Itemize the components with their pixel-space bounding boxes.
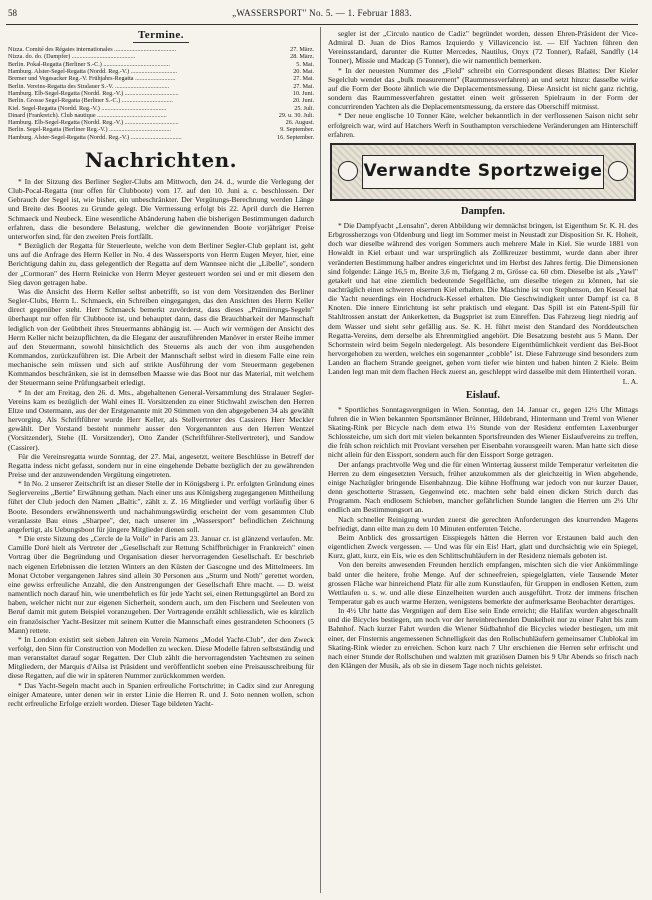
termine-row: [8, 90, 314, 97]
dampfen-body: [328, 221, 638, 377]
termine-event: Berlin. Pokal-Regatta (Berliner S.-C.) ...........................................: [8, 60, 170, 68]
nachrichten-body: [8, 177, 314, 708]
paragraph: Nach schneller Reinigung wurden zuerst die gerechten Anforderungen des knurrenden Magens befriedigt, dann eilte man zu dem 10 Minuten entfernten Teiche.: [328, 514, 638, 533]
termine-row: [8, 61, 314, 68]
paragraph: * Das Yacht-Segeln macht auch in Spanien erfreuliche Fortschritte; in Cadix sind zur Anregung einiger Amateure, unter denen wir in erster Linie die Herren R. und J. Soto nennen wollen, schon recht erfreuliche Erfolge erzielt worden. Dieser Tage bildeten Yacht-: [8, 680, 314, 708]
termine-date: 26. August.: [285, 119, 314, 127]
page-number: 58: [8, 8, 17, 18]
termine-event: Hamburg. Elb-Segel-Regatta (Nordd. Reg.-V.) ...................................: [8, 119, 179, 127]
termine-date: 16. September.: [277, 133, 314, 141]
nachrichten-heading: Nachrichten.: [84, 148, 238, 173]
paragraph: * Die erste Sitzung des „Cercle de la Voile" in Paris am 23. Januar cr. ist glänzend verlaufen. Mr. Camille Doré hielt als Vertreter der „Gesellschaft zur Rettung Schiffbrüchiger in Frankreich" einen Vortrag über die Begründung und Organisation dieser hervorragenden Gesellschaft. Er beschrieb nach eigenen Erlebnissen die letzten Winters an den Küsten der Gascogne und des Mittelmeers. Im Monat October vergangenen Jahres sind allein 30 Personen aus „Sturm und Noth" gerettet worden, eine gewiss erfreuliche Anzahl, die den Anstrengungen der Gesellschaft Ehre macht. — D. weist namentlich noch darauf hin, wie unentbehrlich es für jede Yacht sei, einen Rettungsgürtel an Bord zu haben, welcher nicht nur zur eigenen Sicherheit, sondern auch, um den Fischern und Seeleuten von Beruf damit mit gutem Beispiel voranzugehen. Der Vortragende erzählt schliesslich, wie es kürzlich ein französischer Yacht-Besitzer mit seinem Kutter die Mannschaft eines gestrandeten Schooners (5 Mann) rettete.: [8, 534, 314, 635]
termine-date: 20. Mai.: [293, 68, 314, 76]
termine-date: 27. Mai.: [293, 82, 314, 90]
termine-row: [8, 46, 314, 53]
paragraph: * In London existirt seit sieben Jahren ein Verein Namens „Model Yacht-Club", der den Zweck verfolgt, den Sinn für Construction von Modellen zu wecken. Diese Modelle fahren selbstständig und man veranstaltet darauf sogar Regatten. Der Club zählt die hervorragendsten Yachtsmen zu seinen Mitgliedern, der Marquis d'Ailsa ist Präsident und veröffentlicht soeben eine Preisausschreibung für diese Regatten, auf die wir in späteren Nummer zurückkommen werden.: [8, 634, 314, 681]
right-top-body: [328, 29, 638, 139]
paragraph: * In der am Freitag, den 26. d. Mts., abgehaltenen General-Versammlung des Stralauer Segler-Vereins kam es bezüglich der Wahl eines II. Vorsitzenden zu einer Stichwahl zwischen den Herren Eltze und Ostermann, aus der der Erstgenannte mit 20 Stimmen von den abgegebenen 34 als gewählt hervorging. Als Schriftführer wurde Herr Keller, als Stellvertreter des Cassirers Herr Meckler gewählt. Der Vorstand besteht nunmehr ausser den Vorgenannten aus den Herren Wentzel (Vorsitzender), Stehe (II. Vorsitzender), Otto Zander (Schriftführer-Stellvertreter), und Sandow (Cassirer).: [8, 387, 314, 452]
banner-title: Verwandte Sportzweige: [363, 161, 603, 182]
paragraph: * In No. 2 unserer Zeitschrift ist an dieser Stelle der in Königsberg i. Pr. erfolgten Gründung eines Seglervereins „Bertie" Erwähnung gethan. Nach einer uns aus Königsberg zugegangenen Mittheilung führt der Club jedoch den Namen „Baltic", zählt z. Z. 16 Mitglieder und verfügt vorläufig über 6 Boote. Besonders erwähnenswerth und nachahmungswürdig erscheint der vom gesammten Club veranlasste Bau eines „Sharpee", der, nach unserer im „Wassersport" befindlichen Zeichnung angefertigt, als Uebungsboot für jüngere Mitglieder dienen soll.: [8, 479, 314, 534]
termine-event: Bremer und Vegesacker Reg.-V. Frühjahrs-Regatta ..........................: [8, 75, 176, 83]
right-column: [328, 29, 638, 893]
page-header: [8, 8, 636, 22]
termine-event: Berlin. Grosse Segel-Regatta (Berliner S.-C.) .................................: [8, 97, 173, 105]
termine-heading: Termine.: [137, 29, 185, 41]
termine-event: Kiel. Segel-Regatta (Nordd. Reg.-V.) ..........................................: [8, 104, 167, 112]
termine-event: Berlin. Segel-Regatta (Berliner Reg.-V.) ........................................: [8, 126, 171, 134]
termine-row: [8, 134, 314, 141]
termine-date: 25. Juli.: [294, 104, 314, 112]
termine-row: [8, 97, 314, 104]
termine-row: [8, 126, 314, 133]
termine-row: [8, 105, 314, 112]
paragraph: Beim Anblick des grossartigen Eisspiegels hätten die Herren vor Erstaunen bald auch den eigentlichen Zweck vergessen. — Und was für ein Eis! Hart, glatt und durchsichtig wie ein Spiegel, Kurz, glatt, kurz, ein Eis, wie es den Schlittschuhläufern in der Residenz niemals geboten ist.: [328, 532, 638, 561]
termine-date: 28. März.: [290, 53, 314, 61]
column-separator: [320, 27, 321, 893]
paragraph: * Der neue englische 10 Tonner Käte, welcher bekanntlich in der verflossenen Saison nicht sehr erfolgreich war, wird auf Hatchers Werft in Southampton verschiedene Veränderungen am Hinterschiff erfahren.: [328, 111, 638, 139]
termine-event: Berlin. Vereins-Regatta des Stralauer S.-V. ...................................: [8, 82, 170, 90]
paragraph: * In der Sitzung des Berliner Segler-Clubs am Mittwoch, den 24. d., wurde die Verlegung der Club-Pocal-Regatta (nur offen für Clubboote) vom 17. auf den 10. Juni a. c. beschlossen. Der Gebrauch der Segel ist, wie bisher, ein unbeschränkter. Der Vergütungs-Berechnung werden Länge und Breite des Bootes zu Grunde gelegt. Die Vermessung erfolgt bis 22. April durch die Herren Schmaeck und Neubeck. Eine wesentliche Abänderung haben die bisherigen Bestimmungen dadurch erfahren, dass die besondere Belastung, welcher die gewinnenden Boote vorjähriger Preise unterworfen sind, für den zweiten Preis fortfällt.: [8, 177, 314, 241]
paragraph: segler ist der „Circulo nautico de Cadiz" begründet worden, dessen Ehren-Präsident der Vice-Admiral D. Juan de Dios Ramos Izquierdo y Villavicencio ist. — Elf Yachten führen den Vereinsstandard, darunter die Kutter Mercedes, Nautilus, Onyx (72 Tonner), Rafaël, Sandfly (14 Tonner), Missie und Madcap (5 Tonner), die wir namentlich bemerken.: [328, 29, 638, 66]
termine-date: 27. März.: [290, 46, 314, 54]
paragraph: Der anfangs prachtvolle Weg und die für einen Wintertag äusserst milde Temperatur verleiteten die Herren zu dem eingesetzten Versuch, früher anzukommen als der gleichzeitig in Wien abgehende, einige Nachzügler bringende Eisenbahnzug. Die kühne Hoffnung war jedoch von nur kurzer Dauer, denn geschotterte Strassen, Gegenwind etc. machten sehr bald einen dicken Strich durch das Programm. Nach endlosem Schieben, mancher gefährlichen Stunde langten die Herren um 2½ Uhr endlich am Bestimmungsort an.: [328, 459, 638, 515]
paragraph: Von den bereits anwesenden Freunden herzlich empfangen, mischten sich die vier Ankömmlinge bald unter die heitere, frohe Menge. Auf der schneefreien, spiegelglatten, viele Tausende Meter grossen Fläche war hinreichend Platz für alle zum Kunstlaufen, für Gruppen in endlosen Ketten, zum Wettlaufen u. s. w. und alle diese Einzelheiten wurden auch ausgeführt. Trotz der immens frischen Temperatur gab es auch warme Herzen, wenigstens bemerkte der aufmerksame Beobachter derartiges.: [328, 560, 638, 606]
termine-event: Dinard (Frankreich). Club nautique .............................................: [8, 111, 167, 119]
termine-date: 10. Juni.: [292, 89, 314, 97]
termine-rule: [133, 42, 189, 43]
paragraph: * Bezüglich der Regatta für Steuerleute, welche von dem Berliner Segler-Club geplant ist, geht uns auf die Anfrage des Herrn Keller in No. 4 des Wassersports von Herrn Eugen Meyer, hier, eine Berichtigung dahin zu, dass gelegentlich der Regatta auf dem Wannsee nicht die „Libelle", sondern der „Cormoran" des Herrn Reinicke von Herrn Meyer gesteuert worden sei und er mit diesem den Sieg davon getragen habe.: [8, 241, 314, 287]
termine-table: [8, 46, 314, 141]
termine-date: 9. September.: [280, 126, 314, 134]
termine-event: Nizza. Comité des Régates internationales ........................................: [8, 46, 177, 54]
eislauf-body: [328, 405, 638, 671]
ornament-left-icon: [338, 161, 358, 181]
termine-date: 27. Mai.: [293, 75, 314, 83]
termine-row: [8, 112, 314, 119]
termine-date: 5. Mai.: [296, 60, 314, 68]
termine-row: [8, 53, 314, 60]
header-rule: [6, 24, 638, 25]
eislauf-heading: Eislauf.: [465, 389, 501, 401]
termine-event: Hamburg. Alster-Segel-Regatta (Nordd. Reg.-V.) .................................: [8, 133, 182, 141]
paragraph: Was die Ansicht des Herrn Keller selbst anbetrifft, so ist von dem Vorsitzenden des Berliner Segler-Clubs, Herrn L. Schmaeck, ein Schreiben eingegangen, das den Ansichten des Herrn Keller direct gegenüber steht. Herr Schmaeck bemerkt zuvörderst, dass dieses „Prämiirungs-Segeln" überhaupt nur offen für Clubboote ist, und behauptet dann, dass die Brauchbarkeit der Mannschaft lediglich von der Geübtheit ihres Steuermanns abhängig ist. — Auch wir vermögen der Ansicht des Herrn Keller nicht beizupflichten, da die Eleganz der auszuführenden Manöver in erster Reihe immer auf den Steuermann, sowohl hinsichtlich des Steuerns als auch der von ihm ausgehenden Kommandos, zurückzuführen ist. Die Arbeit der Mannschaft selbst wird in diesem Falle eine rein mechanische sein müssen und sich auf strikte Ausführung der vom Steuermann gegebenen Kommandos beschränken, sie ist in demselben Maasse wie das Boot nur das Material, mit welchem der Steuermann seine Prüfungsarbeit erledigt.: [8, 286, 314, 388]
termine-date: 29. u. 30. Juli.: [278, 111, 314, 119]
running-title: „WASSERSPORT" No. 5. — 1. Februar 1883.: [232, 8, 412, 18]
termine-event: Nizza. do. do. (Dampfer) .........................................: [8, 53, 136, 61]
dampfen-signature: L. A.: [622, 376, 638, 386]
paragraph: Für die Vereinsregatta wurde Sonntag, der 27. Mai, angesetzt, weitere Beschlüsse in Betreff der Regatta indess nicht gefasst, sondern nur in eine eingehende Debatte bezüglich der zu gewährenden Preise und der anzuwendenden Vergütung eingetreten.: [8, 451, 314, 480]
ornament-right-icon: [608, 161, 628, 181]
left-column: [8, 29, 314, 893]
paragraph: * Sportliches Sonntagsvergnügen in Wien. Sonntag, den 14. Januar cr., gegen 12½ Uhr Mittags fuhren die in Wien bekannten Sportsmänner Brünner, Hildebrand, Hintermann und Treml von Wiener Skating-Rink per Bicycle nach dem etwa 1½ Stunde von der Residenz entfernten Laxenburger Schlossteiche, um sich dort mit vielen bekannten Sportsfreunden des Wiener Eislaufvereins zu treffen, die früh schon reichlich mit Proviant versehen per Eisenbahn vorausgeeilt waren. Man hatte sich diese nicht allein für den Eissport, sondern auch für den Eissport Sorge getragen.: [328, 404, 638, 460]
termine-event: Hamburg. Elb-Segel-Regatta (Nordd. Reg.-V.) ...................................: [8, 89, 179, 97]
termine-row: [8, 75, 314, 82]
banner-inner: [362, 155, 604, 189]
termine-row: [8, 119, 314, 126]
section-banner: [330, 143, 636, 201]
termine-event: Hamburg. Alster-Segel-Regatta (Nordd. Reg.-V.) ..............................: [8, 68, 178, 76]
termine-row: [8, 83, 314, 90]
termine-row: [8, 68, 314, 75]
dampfen-heading: Dampfen.: [460, 205, 506, 217]
paragraph: * Die Dampfyacht „Lensahn", deren Abbildung wir demnächst bringen, ist Eigenthum Sr. K. H. des Erbgrossherzogs von Oldenburg und liegt im Sommer meist in Neustadt zur Disposition Sr. K. Hoheit, doch war dieselbe während des vorigen Sommers auch mehrere Male in Kiel. Sie wurde 1881 von Howaldt in Kiel erbaut und war ursprünglich als Zollkreuzer bestimmt, wurde dann aber ihrer veränderten Bestimmung halber andres eingerichtet und im Herbst des Jahres fertig. Die Dimensionen sind folgende: Länge 16,5 m, Breite 3,6 m, Tiefgang 2 m, Grösse ca. 60 cbm. Dieselbe ist als „Yawl" getakelt und hat eine ziemlich bedeutende Segelfläche, um dieselbe triegen zu können, hat sie nachträglich einen schweren eisernen Kiel erhalten. Die Maschine ist von Stephenson, den Kessel hat die Yacht neuerdings ein Hochdruck-Kessel erhalten. Die Geschwindigkeit unter Dampf ist ca. 8 Knoten. Die innere Einrichtung ist sehr praktisch und elegant. Das Spill ist ein Patent-Spill für Stahltrossen anstatt der Ankerketten, da Bugspriet ist zum Einreffen. Das Fahrzeug liegt niedrig auf dem Wasser und sieht sehr gefällig aus. Se. K. H. führt meist den Standard des Norddeutschen Regatta-Vereins, dem derselbe als Ehrenmitglied angehört. Die Besatzung besteht aus 5 Mann. Der Schornstein wird beim Segeln niedergelegt. Als besondere Eigenthümlichkeit verdient das Bei-Boot hervorgehoben zu werden, welches ein sogenannter „cobble" ist. Diese Fahrzeuge sind besonders zum Landen an flachem Strande geeignet, gehen vorn tiefer wie hinten und haben hinten 2 Kiele. Beim Landen legt man mit dem flachen Heck zuerst an, geschleppt wird dasselbe mit dem Hintertheil voran.: [328, 220, 638, 377]
paragraph: In 4½ Uhr hatte das Vergnügen auf dem Eise sein Ende erreicht; die Halifax wurden abgeschnallt und die Bicycles bestiegen, um noch vor der hereinbrechenden Dunkelheit nur zu einer Fahrt bis zum Bahnhof. Nach kurzer Fahrt wurden die Wiener Südbahnhof die Bicycles wieder bestiegen, um mit einer, der Finsternis angemessenen Schnelligkeit das den Rollschuhläufern gemeinsamer Clublokal im Skating-Rink wieder zu erreichen. Schon kurz nach 7 Uhr erschienen die Herren sehr erfrischt und nach einer Stunde der Rollschuhen und walzten mit graziösen Damen bis 9 Uhr Abends so frisch nach den Klängen der Musik, als ob sie in diesem Tage noch nichts geleistet.: [328, 606, 638, 671]
termine-date: 20. Juni.: [292, 97, 314, 105]
paragraph: * In der neuesten Nummer des „Field" schreibt ein Correspondent dieses Blattes: Der Kieler Segelclub wendet das „bulk measurement" (Raummessverfahren) an und setzt hinzu: dasselbe wirke auf die Form der Boote ähnlich wie die Deplacementsmessung. Diese Ansicht ist nicht ganz richtig, sondern das Raummessverfahren gestattet einen weit grösseren Spielraum in der Form der concurrirenden Yachten als die Deplacementsmessung, da erstere das Oberschiff mitmisst.: [328, 65, 638, 112]
